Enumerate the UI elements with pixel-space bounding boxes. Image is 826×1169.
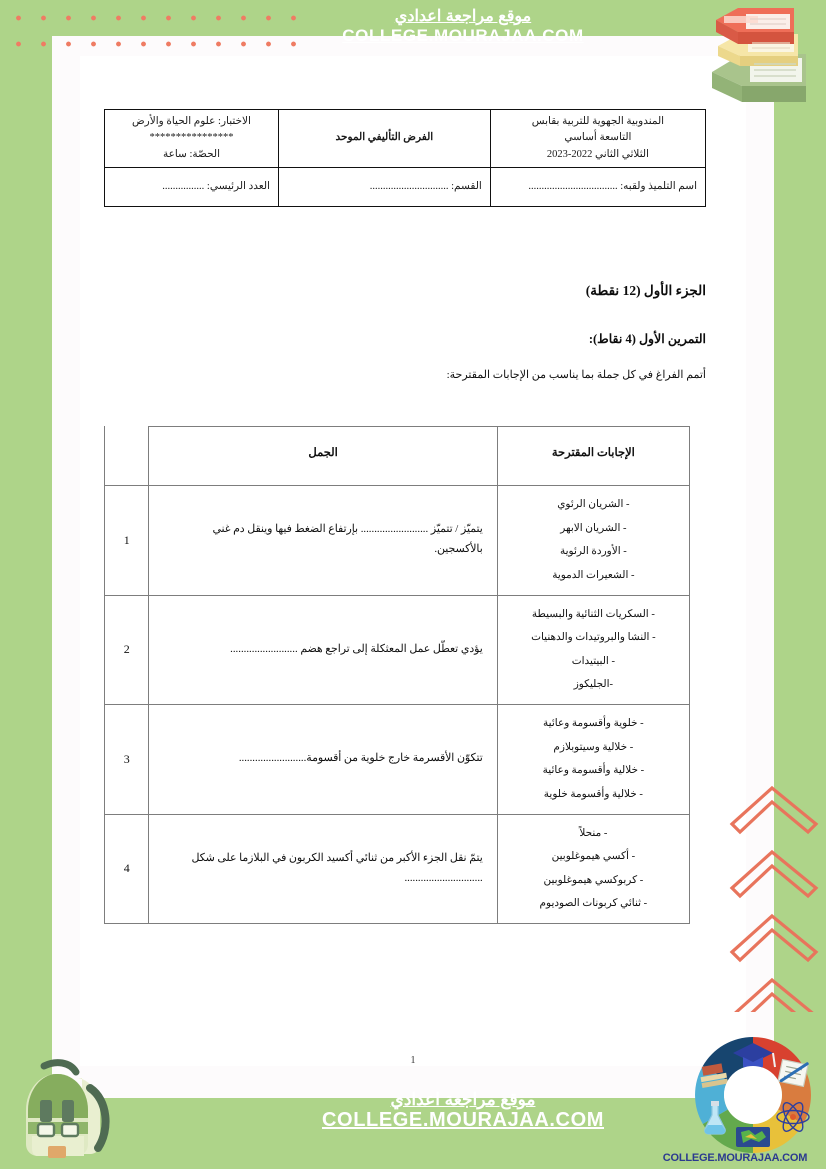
answer-option[interactable]: - ثنائي كربونات الصوديوم	[539, 898, 648, 910]
answer-option[interactable]: - الشريان الابهر	[560, 522, 627, 534]
answer-options-cell	[497, 705, 689, 815]
answer-option[interactable]: - منحلاً	[579, 827, 608, 839]
answer-option[interactable]: - أكسي هيموغلوبين	[551, 851, 636, 863]
row-number: 2	[105, 595, 149, 705]
subject-line-2: ****************	[149, 132, 234, 144]
answer-option[interactable]: - النشا والبروتيدات والدهنيات	[531, 632, 656, 644]
admin-line-1: المندوبية الجهوية للتربية بقابس	[531, 116, 665, 127]
page-number: 1	[410, 1055, 416, 1066]
table-header-row	[105, 427, 690, 486]
class-field[interactable]: القسم: ..............................	[278, 167, 490, 206]
site-url-top: COLLEGE.MOURAJAA.COM	[342, 25, 584, 45]
dot-grid-decoration	[0, 0, 300, 62]
table-row	[105, 595, 690, 705]
exam-number-field[interactable]: العدد الرئيسي: ................	[105, 167, 279, 206]
answer-option[interactable]: - الشعيرات الدموية	[552, 569, 635, 581]
answer-options-cell	[497, 595, 689, 705]
answer-option[interactable]: - خلالية وأقسومة خلوية	[543, 788, 643, 800]
answer-options-cell	[497, 814, 689, 924]
subject-cell	[105, 110, 279, 168]
site-banner-bottom	[263, 1090, 663, 1131]
info-table-row-main	[105, 110, 706, 168]
exam-info-table	[104, 109, 706, 207]
subject-line-1: الاختبار: علوم الحياة والأرض	[131, 116, 251, 127]
exercise-table	[104, 426, 690, 924]
table-row	[105, 486, 690, 596]
sentence-cell[interactable]: تتكوّن الأقسرمة خارج خلوية من أقسومة.........................	[149, 705, 497, 815]
answer-options-cell	[497, 486, 689, 596]
row-number: 1	[105, 486, 149, 596]
site-name-arabic: موقع مراجعة اعدادي	[394, 8, 532, 25]
subject-line-3: الحصّة: ساعة	[162, 148, 221, 160]
circle-illustration-caption: COLLEGE.MOURAJAA.COM	[662, 1152, 808, 1164]
site-banner-top	[263, 8, 663, 45]
admin-line-3: الثلاثي الثاني 2022-2023	[546, 148, 649, 160]
books-stack-icon	[694, 2, 824, 102]
row-number: 3	[105, 705, 149, 815]
chevron-up-decoration	[728, 762, 820, 1012]
exercise-table-head	[105, 427, 690, 486]
part-title: الجزء الأول (12 نقطة)	[585, 283, 706, 298]
answer-option[interactable]: - الشريان الرئوي	[557, 499, 630, 510]
admin-cell	[490, 110, 705, 168]
table-row	[105, 814, 690, 924]
info-table-row-fields	[105, 167, 706, 206]
column-header-number	[105, 427, 149, 486]
answer-option[interactable]: - البيتيدات	[571, 655, 615, 667]
education-circle-icon	[688, 1025, 818, 1165]
table-row	[105, 705, 690, 815]
sentence-cell[interactable]: يتميّز / تتميّز ......................... بإرتفاع الضغط فيها وينقل دم غني بالأكسجين.	[149, 486, 497, 596]
page-border-left	[0, 0, 52, 1169]
admin-line-2: التاسعة أساسي	[564, 132, 632, 144]
row-number: 4	[105, 814, 149, 924]
exercise-title: التمرين الأول (4 نقاط):	[588, 332, 706, 346]
site-name-arabic-footer: موقع مراجعة اعدادي	[390, 1090, 536, 1109]
sentence-cell[interactable]: يؤدي تعطّل عمل المعثكلة إلى تراجع هضم .........................	[149, 595, 497, 705]
answer-option[interactable]: - الأوردة الرئوية	[559, 546, 627, 558]
answer-option[interactable]: - خلالية وأقسومة وعائية	[542, 765, 645, 777]
answer-option[interactable]: - السكريات الثنائية والبسيطة	[531, 608, 655, 620]
exercise-table-body	[105, 486, 690, 924]
backpack-icon	[4, 1048, 124, 1163]
exercise-instruction: أتمم الفراغ في كل جملة بما يناسب من الإجابات المقترحة:	[446, 369, 706, 381]
column-header-sentences: الجمل	[149, 427, 497, 486]
answer-option[interactable]: -الجليكوز	[573, 679, 614, 691]
sentence-cell[interactable]: يتمّ نقل الجزء الأكبر من ثنائي أكسيد الكربون في البلازما على شكل .............................	[149, 814, 497, 924]
answer-option[interactable]: - كربوكسي هيموغلوبين	[543, 874, 644, 886]
answer-option[interactable]: - خلالية وسيتوبلازم	[553, 741, 634, 753]
answer-option[interactable]: - خلوية وأقسومة وعائية	[543, 718, 644, 729]
site-url-footer: COLLEGE.MOURAJAA.COM	[322, 1109, 604, 1132]
student-name-field[interactable]: اسم التلميذ ولقبه: ..................................	[490, 167, 705, 206]
exam-title-cell: الفرض التأليفي الموحد	[278, 110, 490, 168]
column-header-answers: الإجابات المقترحة	[497, 427, 689, 486]
